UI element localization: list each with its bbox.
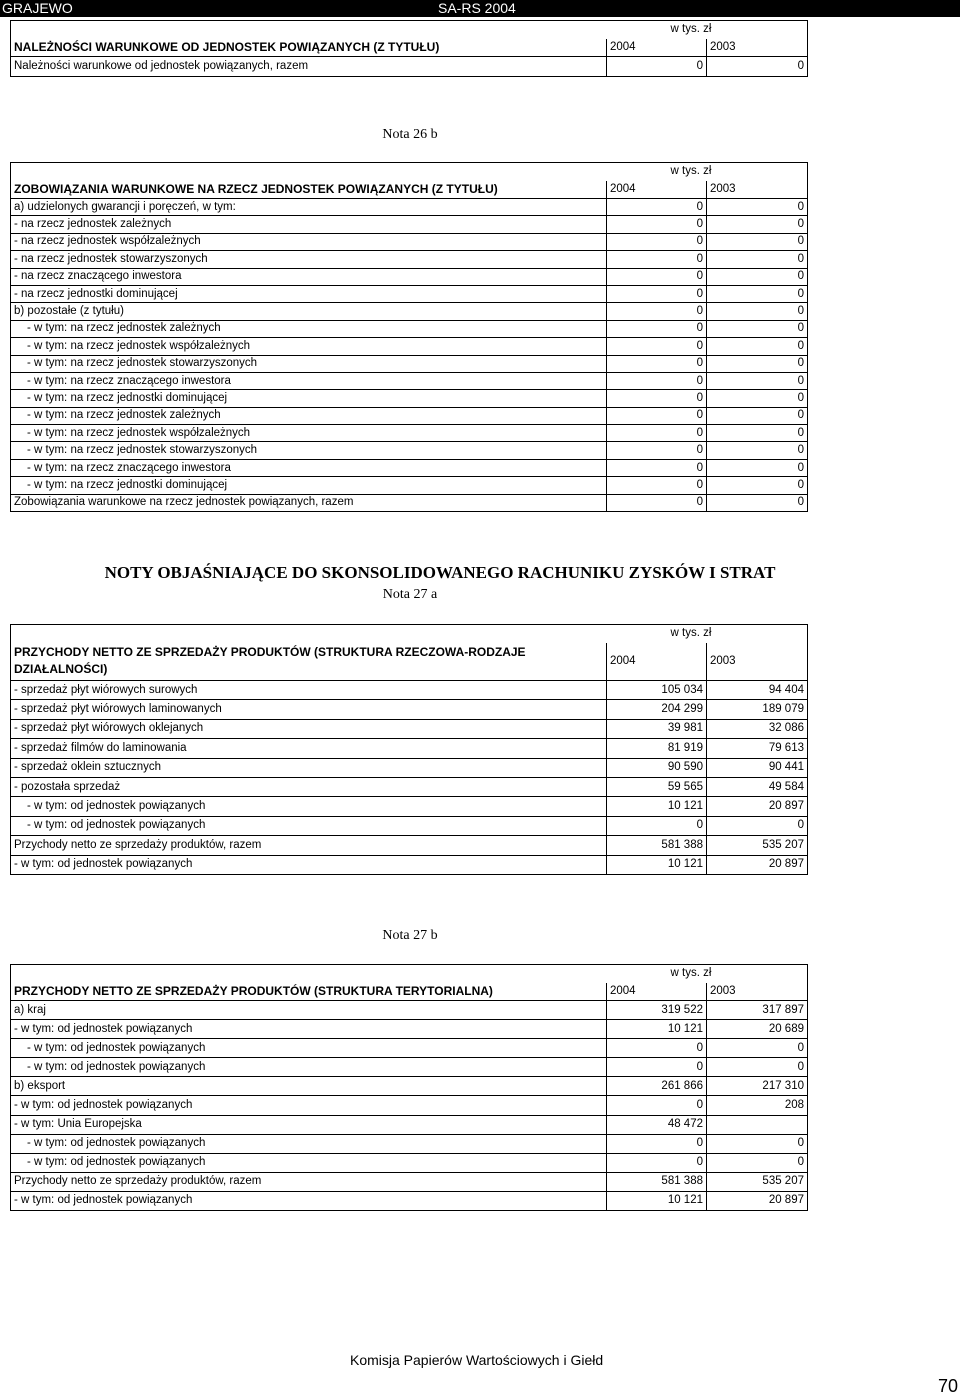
row-value-2003: 0	[707, 459, 808, 476]
row-value-2004: 261 866	[607, 1077, 707, 1096]
row-label: b) pozostałe (z tytułu)	[11, 303, 607, 320]
row-value-2003: 317 897	[707, 1001, 808, 1020]
table-row	[11, 477, 808, 494]
row-value-2004: 39 981	[607, 719, 707, 738]
row-label: - sprzedaż płyt wiórowych surowych	[11, 681, 607, 700]
table-row	[11, 1134, 808, 1153]
row-label: - na rzecz jednostek zależnych	[11, 216, 607, 233]
row-label: Przychody netto ze sprzedaży produktów, razem	[11, 1172, 607, 1191]
row-value-2004: 0	[607, 320, 707, 337]
row-label: - w tym: od jednostek powiązanych	[11, 1134, 607, 1153]
row-value-2003: 0	[707, 216, 808, 233]
row-label: - w tym: na rzecz jednostek współzależnych	[11, 425, 607, 442]
row-value-2003: 20 897	[707, 1191, 808, 1210]
row-label: - sprzedaż płyt wiórowych laminowanych	[11, 700, 607, 719]
col-2003: 2003	[707, 181, 808, 199]
table-row	[11, 407, 808, 424]
footer-text: Komisja Papierów Wartościowych i Giełd	[350, 1352, 604, 1368]
table-title: PRZYCHODY NETTO ZE SPRZEDAŻY PRODUKTÓW (STRUKTURA RZECZOWA-RODZAJE DZIAŁALNOŚCI)	[11, 643, 607, 681]
table-row	[11, 1039, 808, 1058]
row-label: Przychody netto ze sprzedaży produktów, razem	[11, 836, 607, 855]
table-row	[11, 442, 808, 459]
table-title: PRZYCHODY NETTO ZE SPRZEDAŻY PRODUKTÓW (STRUKTURA TERYTORIALNA)	[11, 983, 607, 1001]
table-row	[11, 719, 808, 738]
row-value-2003: 94 404	[707, 681, 808, 700]
row-value-2004: 81 919	[607, 739, 707, 758]
report-name: SA-RS 2004	[438, 0, 516, 16]
row-label: - w tym: Unia Europejska	[11, 1115, 607, 1134]
row-value-2003: 0	[707, 442, 808, 459]
row-label: - w tym: od jednostek powiązanych	[11, 1058, 607, 1077]
row-value-2003: 0	[707, 1153, 808, 1172]
row-label: - na rzecz jednostki dominującej	[11, 285, 607, 302]
row-value-2004: 0	[607, 1039, 707, 1058]
row-value-2003: 0	[707, 477, 808, 494]
row-value-2004: 0	[607, 372, 707, 389]
row-label: - w tym: na rzecz jednostek zależnych	[11, 320, 607, 337]
row-value-2003: 0	[707, 57, 808, 77]
row-value-2003: 0	[707, 390, 808, 407]
row-value-2004: 0	[607, 1153, 707, 1172]
row-value-2003: 0	[707, 199, 808, 216]
table-row	[11, 425, 808, 442]
row-value-2004: 581 388	[607, 836, 707, 855]
row-label: - w tym: od jednostek powiązanych	[11, 855, 607, 874]
row-value-2004: 319 522	[607, 1001, 707, 1020]
row-value-2003: 208	[707, 1096, 808, 1115]
table-row	[11, 1096, 808, 1115]
table-row	[11, 1077, 808, 1096]
row-label: - w tym: na rzecz jednostek zależnych	[11, 407, 607, 424]
table-row	[11, 268, 808, 285]
row-value-2004: 90 590	[607, 758, 707, 777]
row-value-2003: 217 310	[707, 1077, 808, 1096]
row-label: - w tym: od jednostek powiązanych	[11, 1153, 607, 1172]
row-value-2004: 0	[607, 233, 707, 250]
row-label: - w tym: na rzecz jednostek stowarzyszonych	[11, 442, 607, 459]
row-value-2004: 0	[607, 268, 707, 285]
row-value-2003: 20 897	[707, 797, 808, 816]
table-title: NALEŻNOŚCI WARUNKOWE OD JEDNOSTEK POWIĄZANYCH (Z TYTUŁU)	[11, 39, 607, 57]
row-value-2003: 0	[707, 1058, 808, 1077]
row-value-2003: 90 441	[707, 758, 808, 777]
revenue-by-territory-table	[10, 964, 808, 1211]
row-label: - w tym: od jednostek powiązanych	[11, 797, 607, 816]
row-value-2003: 0	[707, 338, 808, 355]
company-name: GRAJEWO	[2, 0, 73, 16]
table-row	[11, 459, 808, 476]
table-row	[11, 758, 808, 777]
table-row	[11, 494, 808, 511]
row-value-2004: 0	[607, 407, 707, 424]
contingent-receivables-table	[10, 20, 808, 77]
row-value-2003: 79 613	[707, 739, 808, 758]
row-label: - w tym: na rzecz znaczącego inwestora	[11, 459, 607, 476]
table-row	[11, 1172, 808, 1191]
row-value-2003: 0	[707, 320, 808, 337]
table-row	[11, 855, 808, 874]
row-label: - w tym: od jednostek powiązanych	[11, 1020, 607, 1039]
row-label: b) eksport	[11, 1077, 607, 1096]
row-value-2003: 0	[707, 407, 808, 424]
row-value-2003: 0	[707, 494, 808, 511]
row-label: - na rzecz jednostek stowarzyszonych	[11, 251, 607, 268]
revenue-by-type-table	[10, 624, 808, 875]
row-label: - w tym: od jednostek powiązanych	[11, 1039, 607, 1058]
col-2003: 2003	[707, 643, 808, 681]
row-value-2004: 0	[607, 442, 707, 459]
table-row	[11, 320, 808, 337]
row-value-2003: 0	[707, 251, 808, 268]
row-label: - w tym: na rzecz znaczącego inwestora	[11, 372, 607, 389]
table-row	[11, 816, 808, 835]
table-row	[11, 216, 808, 233]
row-value-2003: 0	[707, 355, 808, 372]
row-value-2004: 0	[607, 251, 707, 268]
row-value-2003: 0	[707, 372, 808, 389]
row-value-2004: 0	[607, 199, 707, 216]
row-value-2003: 0	[707, 268, 808, 285]
row-label: - w tym: od jednostek powiązanych	[11, 816, 607, 835]
row-value-2003: 0	[707, 816, 808, 835]
table-row	[11, 233, 808, 250]
unit-label: w tys. zł	[670, 23, 712, 36]
row-value-2004: 0	[607, 216, 707, 233]
table-row	[11, 739, 808, 758]
table-row	[11, 797, 808, 816]
row-value-2004: 0	[607, 355, 707, 372]
row-label: - na rzecz jednostek współzależnych	[11, 233, 607, 250]
table-row	[11, 285, 808, 302]
contingent-liabilities-table	[10, 162, 808, 512]
col-2004: 2004	[607, 181, 707, 199]
row-label: a) udzielonych gwarancji i poręczeń, w tym:	[11, 199, 607, 216]
table-row	[11, 700, 808, 719]
table-row	[11, 372, 808, 389]
row-value-2004: 10 121	[607, 1191, 707, 1210]
row-value-2004: 581 388	[607, 1172, 707, 1191]
row-value-2003	[707, 1115, 808, 1134]
table-row	[11, 338, 808, 355]
row-value-2004: 10 121	[607, 855, 707, 874]
table-row	[11, 1153, 808, 1172]
section-heading: NOTY OBJAŚNIAJĄCE DO SKONSOLIDOWANEGO RACHUNIKU ZYSKÓW I STRAT	[104, 563, 776, 582]
row-label: - w tym: na rzecz jednostek stowarzyszonych	[11, 355, 607, 372]
row-value-2004: 0	[607, 338, 707, 355]
table-row	[11, 1020, 808, 1039]
row-value-2004: 0	[607, 285, 707, 302]
table-row	[11, 355, 808, 372]
row-value-2003: 0	[707, 303, 808, 320]
table-row	[11, 777, 808, 796]
row-label: - w tym: od jednostek powiązanych	[11, 1096, 607, 1115]
row-label: - w tym: od jednostek powiązanych	[11, 1191, 607, 1210]
row-value-2003: 0	[707, 285, 808, 302]
row-label: - w tym: na rzecz jednostek współzależnych	[11, 338, 607, 355]
row-value-2003: 20 689	[707, 1020, 808, 1039]
row-value-2004: 0	[607, 816, 707, 835]
row-value-2004: 0	[607, 477, 707, 494]
row-value-2003: 0	[707, 1039, 808, 1058]
table-row	[11, 836, 808, 855]
col-2004: 2004	[607, 983, 707, 1001]
row-label: - sprzedaż oklein sztucznych	[11, 758, 607, 777]
table-row	[11, 681, 808, 700]
table-row	[11, 303, 808, 320]
table-row	[11, 1191, 808, 1210]
row-value-2004: 48 472	[607, 1115, 707, 1134]
row-value-2003: 535 207	[707, 1172, 808, 1191]
row-value-2003: 20 897	[707, 855, 808, 874]
row-value-2003: 0	[707, 425, 808, 442]
row-value-2003: 0	[707, 233, 808, 250]
row-value-2004: 105 034	[607, 681, 707, 700]
row-value-2004: 10 121	[607, 797, 707, 816]
col-2003: 2003	[707, 39, 808, 57]
nota-27b-title: Nota 27 b	[382, 928, 438, 943]
row-label: - w tym: na rzecz jednostki dominującej	[11, 390, 607, 407]
table-row	[11, 1115, 808, 1134]
row-label: - w tym: na rzecz jednostki dominującej	[11, 477, 607, 494]
row-value-2004: 0	[607, 303, 707, 320]
nota-26b-title: Nota 26 b	[382, 127, 438, 142]
row-value-2004: 204 299	[607, 700, 707, 719]
top-bar	[0, 0, 960, 17]
row-value-2004: 10 121	[607, 1020, 707, 1039]
row-value-2004: 0	[607, 459, 707, 476]
page-number: 70	[938, 1376, 959, 1396]
row-label: - pozostała sprzedaż	[11, 777, 607, 796]
table-row	[11, 390, 808, 407]
row-label: - sprzedaż płyt wiórowych oklejanych	[11, 719, 607, 738]
row-value-2004: 0	[607, 1096, 707, 1115]
row-value-2003: 32 086	[707, 719, 808, 738]
row-value-2004: 0	[607, 1058, 707, 1077]
row-label: Zobowiązania warunkowe na rzecz jednostek powiązanych, razem	[11, 494, 607, 511]
row-label: Należności warunkowe od jednostek powiązanych, razem	[11, 57, 607, 77]
row-value-2003: 189 079	[707, 700, 808, 719]
table-row	[11, 1001, 808, 1020]
nota-27a-title: Nota 27 a	[382, 587, 438, 602]
unit-label: w tys. zł	[670, 627, 712, 640]
col-2004: 2004	[607, 643, 707, 681]
col-2003: 2003	[707, 983, 808, 1001]
unit-label: w tys. zł	[670, 967, 712, 980]
row-value-2004: 0	[607, 390, 707, 407]
col-2004: 2004	[607, 39, 707, 57]
table-row	[11, 1058, 808, 1077]
table-row	[11, 251, 808, 268]
table-title: ZOBOWIĄZANIA WARUNKOWE NA RZECZ JEDNOSTEK POWIĄZANYCH (Z TYTUŁU)	[11, 181, 607, 199]
row-value-2003: 49 584	[707, 777, 808, 796]
row-value-2004: 0	[607, 57, 707, 77]
table-row	[11, 199, 808, 216]
row-value-2004: 0	[607, 494, 707, 511]
row-value-2003: 0	[707, 1134, 808, 1153]
unit-label: w tys. zł	[670, 165, 712, 178]
row-value-2004: 0	[607, 1134, 707, 1153]
row-label: - na rzecz znaczącego inwestora	[11, 268, 607, 285]
row-value-2004: 59 565	[607, 777, 707, 796]
row-value-2003: 535 207	[707, 836, 808, 855]
row-value-2004: 0	[607, 425, 707, 442]
row-label: a) kraj	[11, 1001, 607, 1020]
row-label: - sprzedaż filmów do laminowania	[11, 739, 607, 758]
